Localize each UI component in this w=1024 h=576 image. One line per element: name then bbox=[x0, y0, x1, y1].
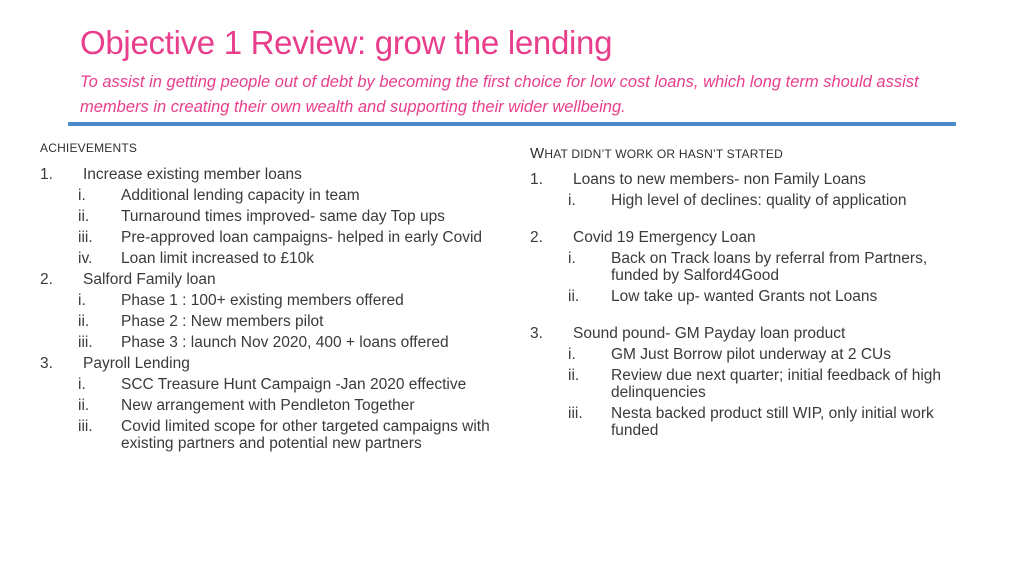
sub-item-text: Additional lending capacity in team bbox=[121, 187, 360, 204]
list-item bbox=[530, 229, 960, 246]
sub-list-item bbox=[40, 208, 510, 225]
list-item-number: 1. bbox=[40, 166, 53, 183]
sub-item-text: Phase 1 : 100+ existing members offered bbox=[121, 292, 404, 309]
achievements-list bbox=[40, 166, 510, 452]
sub-list-item bbox=[530, 192, 960, 209]
sub-list-item bbox=[40, 292, 510, 309]
sub-list-item bbox=[530, 288, 960, 305]
sub-list-item bbox=[40, 313, 510, 330]
sub-item-number: i. bbox=[78, 376, 86, 393]
not-working-column bbox=[530, 145, 960, 443]
list-item-number: 1. bbox=[530, 171, 543, 188]
sub-item-text: Low take up- wanted Grants not Loans bbox=[611, 288, 878, 305]
sub-item-text: Pre-approved loan campaigns- helped in early Covid bbox=[121, 229, 483, 246]
sub-list-item bbox=[530, 346, 960, 363]
sub-item-text: High level of declines: quality of application bbox=[611, 192, 907, 209]
sub-list-item bbox=[40, 334, 510, 351]
divider-rule bbox=[68, 122, 956, 126]
sub-item-number: ii. bbox=[568, 288, 580, 305]
list-item-number: 3. bbox=[40, 355, 53, 372]
sub-item-number: ii. bbox=[568, 367, 580, 384]
list-item-number: 2. bbox=[40, 271, 53, 288]
sub-list-item bbox=[40, 187, 510, 204]
list-item-label: Increase existing member loans bbox=[83, 166, 302, 183]
list-item-number: 2. bbox=[530, 229, 543, 246]
list-item bbox=[40, 355, 510, 372]
list-item bbox=[530, 171, 960, 188]
sub-item-number: ii. bbox=[78, 313, 90, 330]
sub-list-item bbox=[40, 418, 510, 452]
sub-item-number: iii. bbox=[78, 334, 93, 351]
sub-item-number: iii. bbox=[568, 405, 583, 422]
sub-item-text: Review due next quarter; initial feedback of high delinquencies bbox=[611, 367, 942, 401]
sub-item-number: iv. bbox=[78, 250, 93, 267]
sub-item-number: i. bbox=[78, 292, 86, 309]
list-item-number: 3. bbox=[530, 325, 543, 342]
sub-list-item bbox=[530, 367, 960, 401]
list-item-label: Sound pound- GM Payday loan product bbox=[573, 325, 846, 342]
sub-item-text: GM Just Borrow pilot underway at 2 CUs bbox=[611, 346, 891, 363]
sub-list-item bbox=[40, 250, 510, 267]
sub-item-text: Covid limited scope for other targeted campaigns with existing partners and potential new partners bbox=[121, 418, 490, 452]
page-subtitle: To assist in getting people out of debt by becoming the first choice for low cost loans, which long term should assist members in creating their own wealth and supporting their wider wellbeing. bbox=[80, 73, 919, 116]
sub-list-item bbox=[40, 229, 510, 246]
sub-item-number: i. bbox=[568, 346, 576, 363]
list-item-label: Salford Family loan bbox=[83, 271, 216, 288]
sub-item-text: Loan limit increased to £10k bbox=[121, 250, 315, 267]
sub-list-item bbox=[530, 405, 960, 439]
sub-item-number: ii. bbox=[78, 397, 90, 414]
sub-item-number: i. bbox=[568, 192, 576, 209]
list-item-label: Loans to new members- non Family Loans bbox=[573, 171, 866, 188]
list-item-label: Payroll Lending bbox=[83, 355, 190, 372]
sub-item-number: i. bbox=[568, 250, 576, 267]
sub-item-text: New arrangement with Pendleton Together bbox=[121, 397, 415, 414]
sub-list-item bbox=[530, 250, 960, 284]
list-item bbox=[530, 325, 960, 342]
section-gap bbox=[530, 213, 960, 229]
list-item bbox=[40, 166, 510, 183]
list-item-label: Covid 19 Emergency Loan bbox=[573, 229, 756, 246]
sub-item-number: iii. bbox=[78, 229, 93, 246]
sub-item-number: i. bbox=[78, 187, 86, 204]
sub-item-text: Nesta backed product still WIP, only initial work funded bbox=[611, 405, 934, 439]
sub-item-text: SCC Treasure Hunt Campaign -Jan 2020 effective bbox=[121, 376, 467, 393]
sub-item-number: iii. bbox=[78, 418, 93, 435]
achievements-column bbox=[40, 140, 510, 456]
list-item bbox=[40, 271, 510, 288]
sub-item-text: Turnaround times improved- same day Top ups bbox=[121, 208, 445, 225]
achievements-heading: ACHIEVEMENTS bbox=[40, 141, 138, 155]
sub-list-item bbox=[40, 376, 510, 393]
sub-item-text: Phase 2 : New members pilot bbox=[121, 313, 324, 330]
sub-item-text: Phase 3 : launch Nov 2020, 400 + loans offered bbox=[121, 334, 449, 351]
sub-item-text: Back on Track loans by referral from Partners, funded by Salford4Good bbox=[611, 250, 928, 284]
page-title: Objective 1 Review: grow the lending bbox=[80, 24, 613, 61]
section-gap bbox=[530, 309, 960, 325]
not-working-heading: WHAT DIDN’T WORK OR HASN’T STARTED bbox=[530, 145, 783, 162]
not-working-list bbox=[530, 171, 960, 439]
sub-item-number: ii. bbox=[78, 208, 90, 225]
sub-list-item bbox=[40, 397, 510, 414]
